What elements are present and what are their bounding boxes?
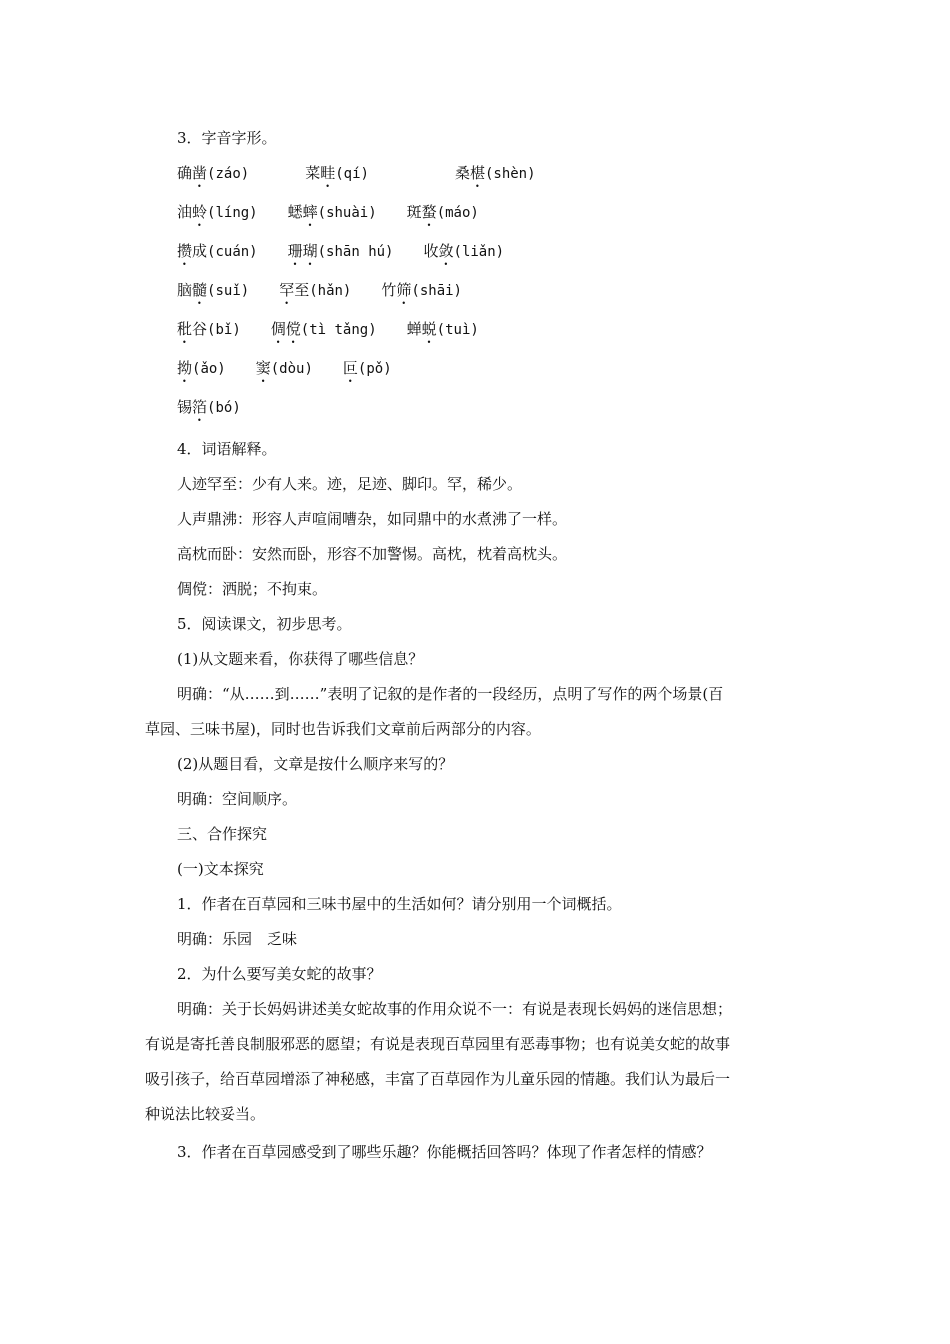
section-4-title: 4．词语解释。 (177, 440, 277, 458)
definition-item: 人声鼎沸：形容人声喧闹嘈杂，如同鼎中的水煮沸了一样。 (177, 510, 568, 528)
pinyin-reading: (tuì) (436, 322, 479, 338)
pronunciation-item (177, 162, 249, 191)
emphasized-character: 蛉 (192, 203, 208, 221)
emphasized-character: 叵 (342, 359, 358, 377)
pronunciation-item (177, 357, 226, 386)
emphasized-character: 凿 (192, 164, 208, 182)
emphasized-character: 秕 (177, 320, 193, 338)
pinyin-reading: (shuài) (317, 205, 377, 221)
emphasized-character: 拗 (177, 359, 193, 377)
word-prefix: 斑 (406, 203, 422, 221)
pronunciation-item (381, 279, 462, 308)
emphasized-character: 筛 (396, 281, 412, 299)
pronunciation-row (145, 318, 805, 357)
word-suffix: 至 (294, 281, 310, 299)
pronunciation-item (423, 240, 504, 269)
definition-item: 人迹罕至：少有人来。迹，足迹、脚印。罕，稀少。 (177, 475, 523, 493)
pinyin-reading: (cuán) (207, 244, 258, 260)
pronunciation-item (288, 240, 394, 269)
cooperative-answer-1: 明确：乐园 乏味 (177, 930, 298, 948)
emphasized-character: 髓 (192, 281, 208, 299)
pinyin-reading: (bó) (207, 400, 241, 416)
pronunciation-item (177, 396, 241, 425)
emphasized-character: 蝥 (421, 203, 437, 221)
pronunciation-item (279, 279, 351, 308)
answer-2: 明确：空间顺序。 (177, 790, 298, 808)
cooperative-question-2: 2．为什么要写美女蛇的故事？ (177, 965, 382, 983)
emphasized-character: 罕 (279, 281, 295, 299)
pronunciation-item (407, 318, 479, 347)
pinyin-reading: (shān hú) (317, 244, 394, 260)
word-suffix: 成 (192, 242, 208, 260)
word-prefix: 蝉 (406, 320, 422, 338)
answer-1-line-2: 草园、三味书屋)，同时也告诉我们文章前后两部分的内容。 (145, 720, 541, 738)
pronunciation-item (177, 279, 249, 308)
emphasized-character: 椹 (469, 164, 485, 182)
pinyin-reading: (hǎn) (309, 283, 352, 299)
pronunciation-item (407, 201, 479, 230)
pronunciation-item (177, 240, 258, 269)
pinyin-reading: (máo) (436, 205, 479, 221)
definition-item: 高枕而卧：安然而卧，形容不加警惕。高枕，枕着高枕头。 (177, 545, 568, 563)
document-content (145, 127, 805, 1176)
pronunciation-item (343, 357, 392, 386)
pronunciation-row (145, 279, 805, 318)
question-1: (1)从文题来看，你获得了哪些信息？ (177, 650, 424, 668)
pronunciation-item (177, 318, 241, 347)
cooperative-answer-2-line-3: 吸引孩子，给百草园增添了神秘感，丰富了百草园作为儿童乐园的情趣。我们认为最后一 (145, 1070, 731, 1088)
pinyin-reading: (tì tǎng) (300, 322, 377, 338)
pinyin-reading: (shèn) (484, 166, 536, 182)
word-prefix: 收 (423, 242, 439, 260)
pronunciation-item (256, 357, 313, 386)
cooperative-answer-2-line-1: 明确：关于长妈妈讲述美女蛇故事的作用众说不一：有说是表现长妈妈的迷信思想； (177, 1000, 733, 1018)
word-prefix: 竹 (381, 281, 397, 299)
emphasized-character: 倜傥 (270, 320, 301, 338)
word-prefix: 桑 (454, 164, 470, 182)
pinyin-reading: (dòu) (270, 361, 313, 377)
cooperative-question-3: 3．作者在百草园感受到了哪些乐趣？你能概括回答吗？体现了作者怎样的情感？ (177, 1143, 712, 1161)
emphasized-character: 箔 (192, 398, 208, 416)
answer-1-line-1: 明确：“从……到……”表明了记叙的是作者的一段经历，点明了写作的两个场景(百 (177, 685, 724, 703)
pronunciation-row (145, 201, 805, 240)
pronunciation-item (271, 318, 377, 347)
pronunciation-item (455, 162, 536, 191)
pronunciation-item (305, 162, 369, 191)
pinyin-reading: (pǒ) (357, 361, 392, 377)
word-prefix: 蟋 (287, 203, 303, 221)
section-3-title: 3．字音字形。 (177, 129, 277, 147)
word-prefix: 脑 (177, 281, 193, 299)
emphasized-character: 畦 (320, 164, 336, 182)
word-prefix: 锡 (177, 398, 193, 416)
emphasized-character: 蜕 (421, 320, 437, 338)
pinyin-reading: (suǐ) (207, 283, 250, 299)
pinyin-reading: (bǐ) (207, 322, 241, 338)
word-prefix: 确 (177, 164, 193, 182)
pinyin-reading: (liǎn) (453, 244, 505, 260)
pinyin-reading: (shāi) (411, 283, 462, 299)
cooperative-answer-2-line-2: 有说是寄托善良制服邪恶的愿望；有说是表现百草园里有恶毒事物；也有说美女蛇的故事 (145, 1035, 731, 1053)
word-prefix: 菜 (305, 164, 321, 182)
subsection-1-title: (一)文本探究 (177, 860, 264, 878)
pronunciation-row (145, 162, 805, 201)
emphasized-character: 攒 (177, 242, 193, 260)
part-3-title: 三、合作探究 (177, 825, 268, 843)
pronunciation-row (145, 396, 805, 435)
pronunciation-item (177, 201, 258, 230)
pronunciation-list (145, 162, 805, 435)
definition-item: 倜傥：洒脱；不拘束。 (177, 580, 328, 598)
pronunciation-row (145, 357, 805, 396)
word-suffix: 谷 (192, 320, 208, 338)
pinyin-reading: (ǎo) (192, 361, 226, 377)
pinyin-reading: (qí) (335, 166, 369, 182)
cooperative-question-1: 1．作者在百草园和三味书屋中的生活如何？请分别用一个词概括。 (177, 895, 622, 913)
pronunciation-item (288, 201, 377, 230)
section-5-title: 5．阅读课文，初步思考。 (177, 615, 352, 633)
pinyin-reading: (líng) (207, 205, 258, 221)
emphasized-character: 珊瑚 (287, 242, 318, 260)
pronunciation-row (145, 240, 805, 279)
emphasized-character: 窦 (255, 359, 271, 377)
emphasized-character: 蟀 (302, 203, 318, 221)
question-2: (2)从题目看，文章是按什么顺序来写的？ (177, 755, 454, 773)
cooperative-answer-2-line-4: 种说法比较妥当。 (145, 1105, 266, 1123)
word-prefix: 油 (177, 203, 193, 221)
pinyin-reading: (záo) (207, 166, 250, 182)
emphasized-character: 敛 (438, 242, 454, 260)
